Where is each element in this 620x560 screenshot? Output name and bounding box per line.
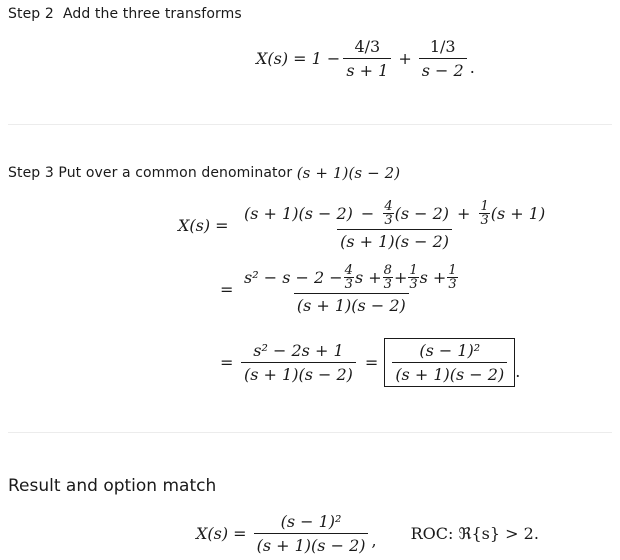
equals-sign: = <box>220 280 234 299</box>
fraction-numerator: 1/3 <box>429 37 456 56</box>
step2-heading <box>8 6 242 22</box>
small-fraction <box>479 200 489 227</box>
fraction-denominator: (s + 1)(s − 2) <box>337 229 452 251</box>
term: + <box>393 268 408 287</box>
small-denominator: 3 <box>448 277 457 292</box>
line3-fraction <box>241 341 356 384</box>
step3-title: Put over a common denominator <box>58 165 293 181</box>
line1-lhs: X(s) = <box>178 216 229 235</box>
small-fraction <box>383 264 393 291</box>
step3-line-3 <box>220 338 520 387</box>
divider <box>8 432 612 433</box>
fraction-denominator: (s + 1)(s − 2) <box>392 362 507 384</box>
step3-heading <box>8 164 400 182</box>
step3-line-1 <box>178 200 551 251</box>
comma: , <box>371 531 377 550</box>
equals-sign: = <box>220 353 234 372</box>
fraction-denominator: s − 2 <box>419 58 467 80</box>
small-numerator: 1 <box>409 263 418 278</box>
small-denominator: 3 <box>383 277 392 292</box>
trailing-period: . <box>469 58 475 77</box>
equals-sign: = <box>364 353 379 372</box>
step2-fraction-2 <box>419 37 467 80</box>
term-a: (s + 1)(s − 2) <box>244 204 353 223</box>
step3-denominator-expr: (s + 1)(s − 2) <box>296 164 401 182</box>
fraction-numerator: 4/3 <box>354 37 381 56</box>
step3-line-2 <box>220 264 465 315</box>
fraction-denominator: (s + 1)(s − 2) <box>241 362 356 384</box>
step2-lhs: X(s) = 1 − <box>256 49 341 68</box>
fraction-denominator: (s + 1)(s − 2) <box>254 533 369 555</box>
small-denominator: 3 <box>384 213 393 228</box>
small-numerator: 1 <box>480 199 489 214</box>
step2-equation <box>256 37 475 80</box>
small-numerator: 1 <box>448 263 457 278</box>
term-b: (s − 2) <box>394 204 450 223</box>
term-c: (s + 1) <box>490 204 546 223</box>
small-numerator: 4 <box>344 263 353 278</box>
small-numerator: 4 <box>384 199 393 214</box>
boxed-fraction <box>392 341 507 384</box>
roc-statement: ROC: ℜ{s} > 2. <box>410 524 539 543</box>
result-heading: Result and option match <box>8 476 217 496</box>
boxed-answer <box>384 338 515 387</box>
small-fraction <box>383 200 393 227</box>
fraction-denominator: (s + 1)(s − 2) <box>294 293 409 315</box>
fraction-denominator: s + 1 <box>343 58 391 80</box>
term: s + <box>419 268 447 287</box>
term: s + <box>354 268 382 287</box>
minus-sign: − <box>360 204 375 223</box>
line1-fraction <box>241 200 548 251</box>
step2-fraction-1 <box>343 37 391 80</box>
fraction-numerator: (s − 1)² <box>280 512 342 531</box>
step2-title: Add the three transforms <box>62 6 242 22</box>
fraction-numerator: (s − 1)² <box>419 341 481 360</box>
fraction-numerator: s² − 2s + 1 <box>253 341 344 360</box>
plus-sign: + <box>398 49 412 68</box>
divider <box>8 124 612 125</box>
small-fraction <box>344 264 354 291</box>
trailing-period: . <box>515 362 521 381</box>
result-equation <box>196 512 539 555</box>
fraction-numerator <box>241 200 548 229</box>
small-denominator: 3 <box>480 213 489 228</box>
small-fraction <box>447 264 457 291</box>
step3-label: Step 3 <box>8 165 54 181</box>
plus-sign: + <box>457 204 471 223</box>
term-a: s² − s − 2 − <box>244 268 343 287</box>
small-numerator: 8 <box>383 263 392 278</box>
result-fraction <box>254 512 369 555</box>
step2-label: Step 2 <box>8 6 54 22</box>
small-denominator: 3 <box>409 277 418 292</box>
result-lhs: X(s) = <box>196 524 247 543</box>
line2-fraction <box>241 264 462 315</box>
small-denominator: 3 <box>344 277 353 292</box>
small-fraction <box>408 264 418 291</box>
fraction-numerator <box>241 264 462 293</box>
